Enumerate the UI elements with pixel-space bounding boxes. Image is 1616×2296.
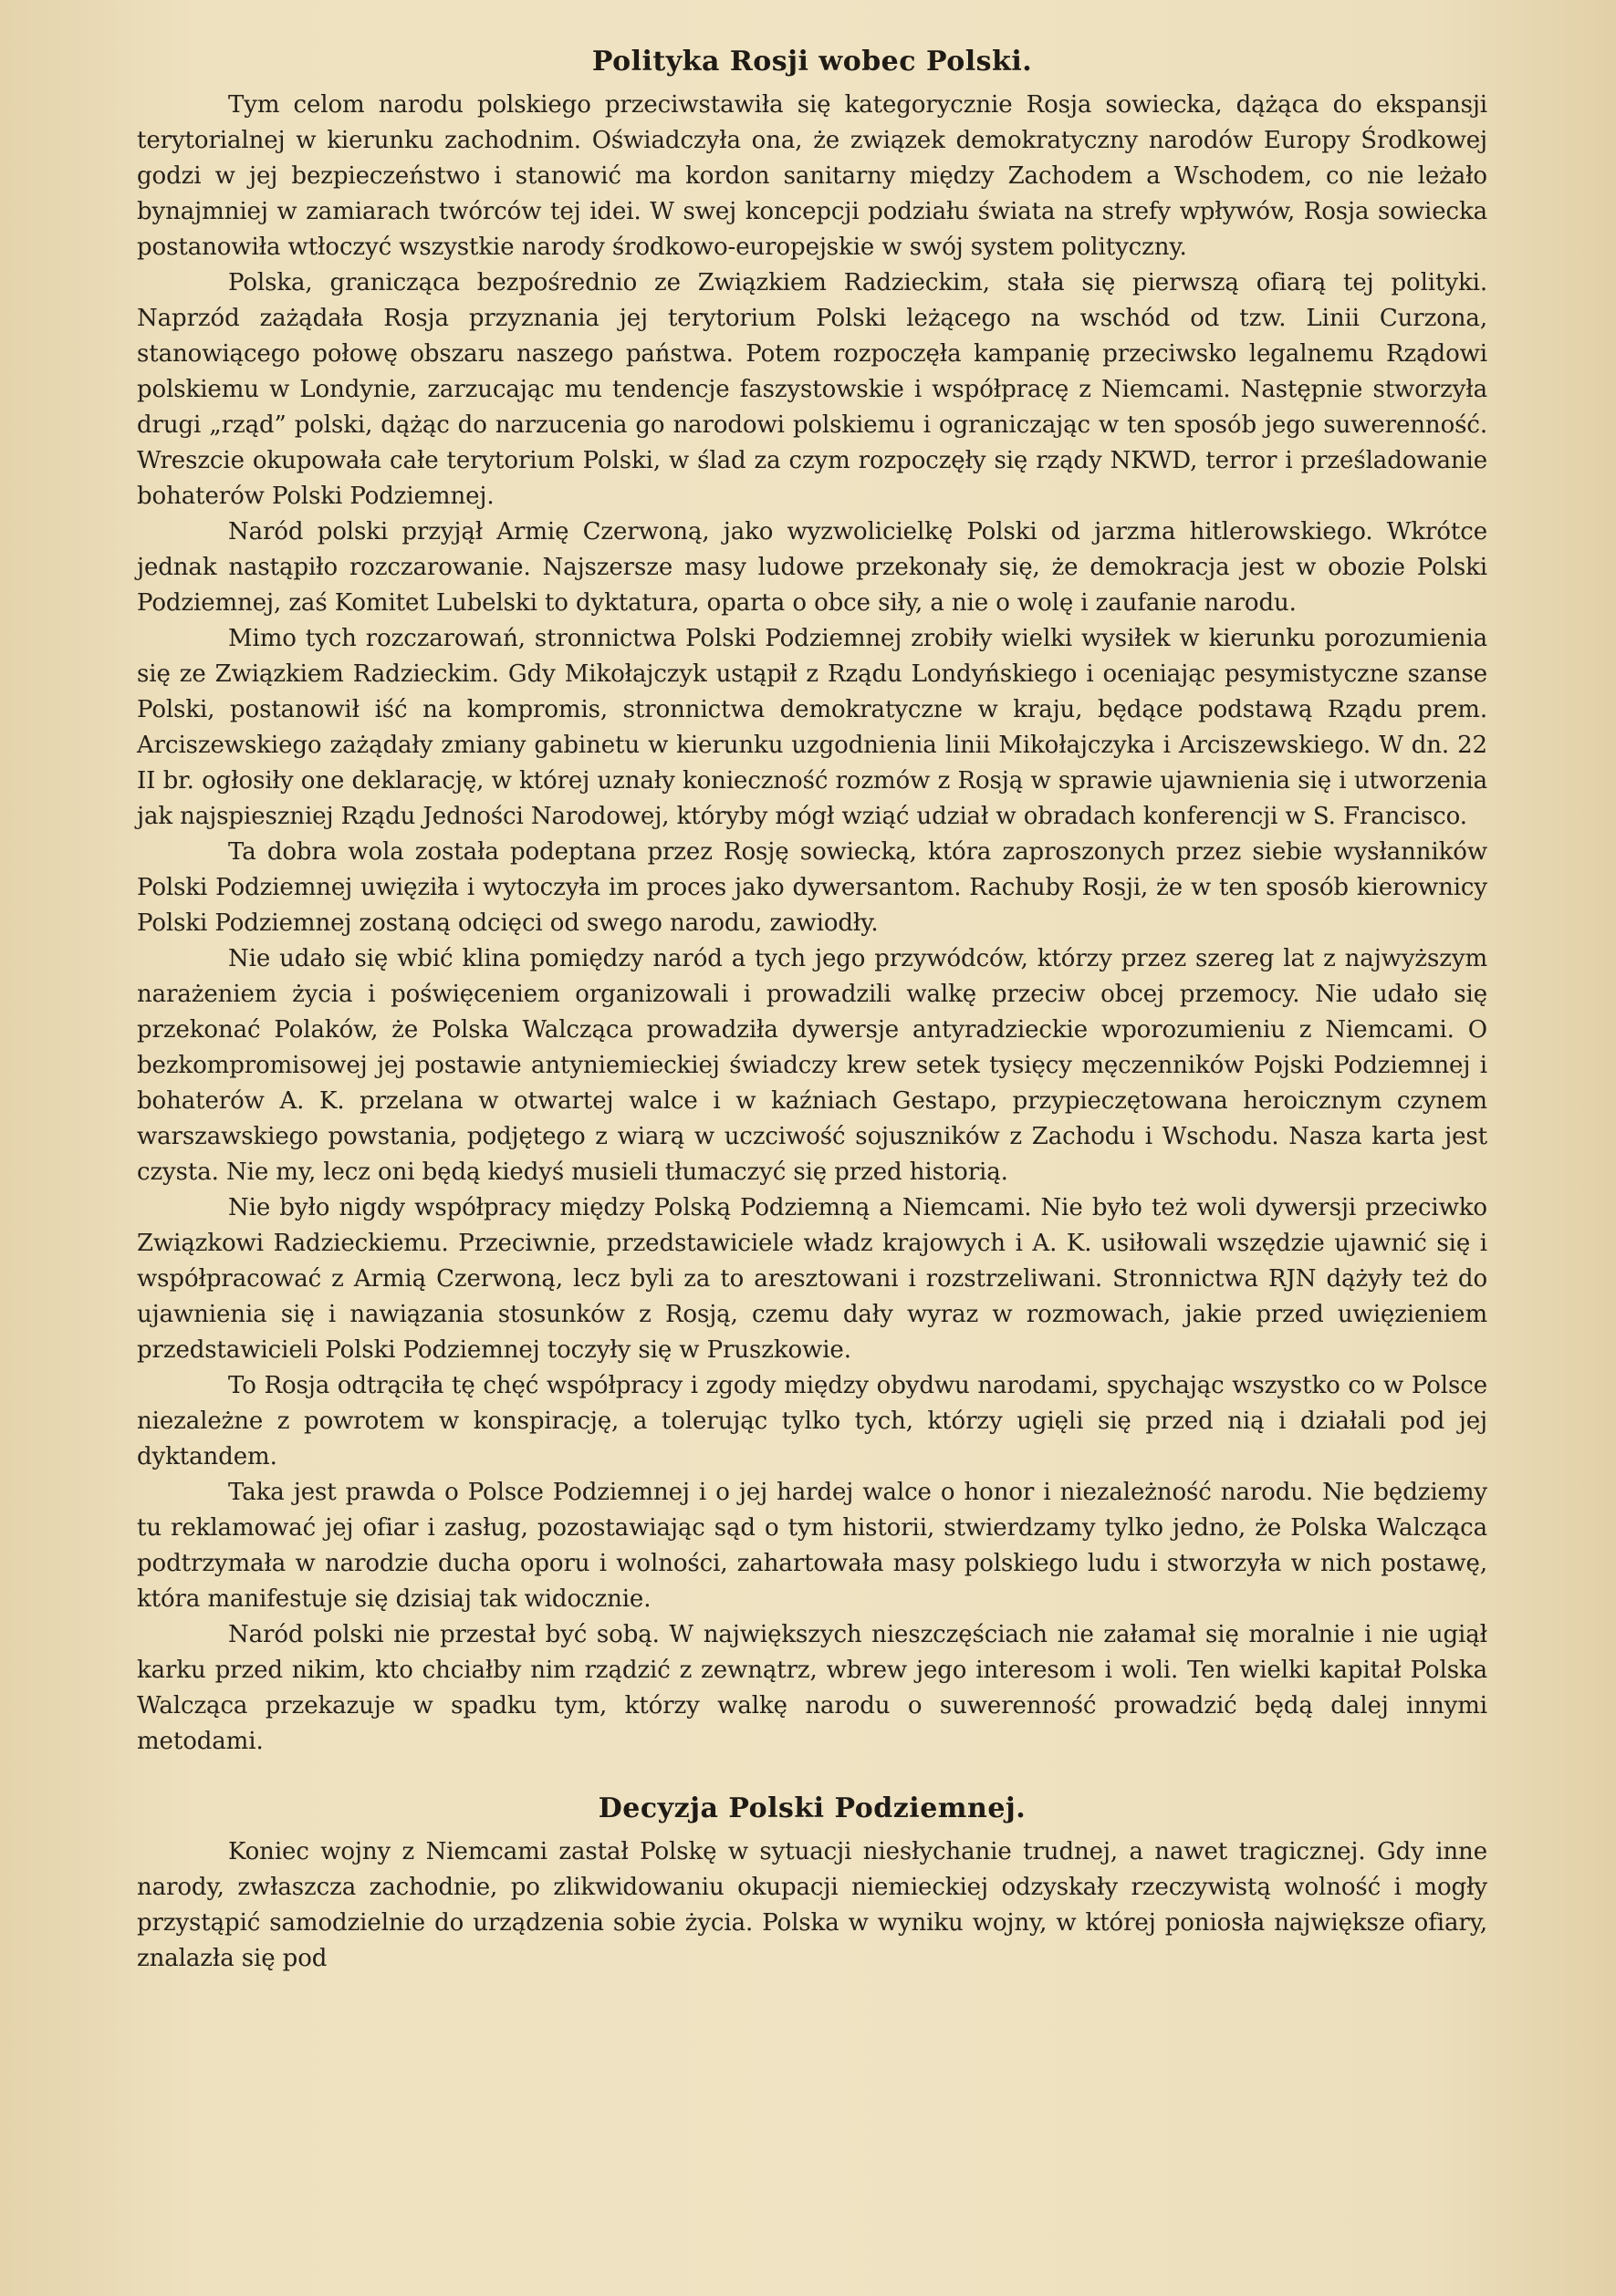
paragraph: Naród polski nie przestał być sobą. W największych nieszczęściach nie załamał się moralnie i nie ugiął karku przed nikim, kto chciałby nim rządzić z zewnątrz, wbrew jego interesom i woli. Ten wielki kapitał Polska Walcząca przekazuje w spadku tym, którzy walkę narodu o suwerenność prowadzić będą dalej innymi metodami. — [137, 1621, 1487, 1755]
paragraph: Koniec wojny z Niemcami zastał Polskę w sytuacji niesłychanie trudnej, a nawet tragicznej. Gdy inne narody, zwłaszcza zachodnie, po zlikwidowaniu okupacji niemieckiej odzyskały rzeczywistą wolność i mogły przystąpić samodzielnie do urządzenia sobie życia. Polska w wyniku wojny, w której poniosła największe ofiary, znalazła się pod — [137, 1838, 1487, 1972]
section-title-polityka: Polityka Rosji wobec Polski. — [591, 46, 1033, 78]
document-body — [137, 44, 1487, 1977]
paragraph: Polska, granicząca bezpośrednio ze Związkiem Radzieckim, stała się pierwszą ofiarą tej polityki. Naprzód zażądała Rosja przyznania jej terytorium Polski leżącego na wschód od tzw. Linii Curzona, stanowiącego połowę obszaru naszego państwa. Potem rozpoczęła kampanię przeciwsko legalnemu Rządowi polskiemu w Londynie, zarzucając mu tendencje faszystowskie i współpracę z Niemcami. Następnie stworzyła drugi „rząd” polski, dążąc do narzucenia go narodowi polskiemu i ograniczając w ten sposób jego suwerenność. Wreszcie okupowała całe terytorium Polski, w ślad za czym rozpoczęły się rządy NKWD, terror i prześladowanie bohaterów Polski Podziemnej. — [137, 269, 1487, 510]
paragraph: Tym celom narodu polskiego przeciwstawiła się kategorycznie Rosja sowiecka, dążąca do ekspansji terytorialnej w kierunku zachodnim. Oświadczyła ona, że związek demokratyczny narodów Europy Środkowej godzi w jej bezpieczeństwo i stanowić ma kordon sanitarny między Zachodem a Wschodem, co nie leżało bynajmniej w zamiarach twórców tej idei. W swej koncepcji podziału świata na strefy wpływów, Rosja sowiecka postanowiła wtłoczyć wszystkie narody środkowo-europejskie w swój system polityczny. — [137, 91, 1487, 261]
paragraph: Nie udało się wbić klina pomiędzy naród a tych jego przywódców, którzy przez szereg lat z najwyższym narażeniem życia i poświęceniem organizowali i prowadzili walkę przeciw obcej przemocy. Nie udało się przekonać Polaków, że Polska Walcząca prowadziła dywersje antyradzieckie wporozumieniu z Niemcami. O bezkompromisowej jej postawie antyniemieckiej świadczy krew setek tysięcy męczenników Pojski Podziemnej i bohaterów A. K. przelana w otwartej walce i w kaźniach Gestapo, przypieczętowana heroicznym czynem warszawskiego powstania, podjętego z wiarą w uczciwość sojuszników z Zachodu i Wschodu. Nasza karta jest czysta. Nie my, lecz oni będą kiedyś musieli tłumaczyć się przed historią. — [137, 945, 1487, 1186]
paragraph: Nie było nigdy współpracy między Polską Podziemną a Niemcami. Nie było też woli dywersji przeciwko Związkowi Radzieckiemu. Przeciwnie, przedstawiciele władz krajowych i A. K. usiłowali wszędzie ujawnić się i współpracować z Armią Czerwoną, lecz byli za to aresztowani i rozstrzeliwani. Stronnictwa RJN dążyły też do ujawnienia się i nawiązania stosunków z Rosją, czemu dały wyraz w rozmowach, jakie przed uwięzieniem przedstawicieli Polski Podziemnej toczyły się w Pruszkowie. — [137, 1194, 1487, 1364]
paragraph: Naród polski przyjął Armię Czerwoną, jako wyzwolicielkę Polski od jarzma hitlerowskiego. Wkrótce jednak nastąpiło rozczarowanie. Najszersze masy ludowe przekonały się, że demokracja jest w obozie Polski Podziemnej, zaś Komitet Lubelski to dyktatura, oparta o obce siły, a nie o wolę i zaufanie narodu. — [137, 518, 1487, 617]
paragraph: Taka jest prawda o Polsce Podziemnej i o jej hardej walce o honor i niezależność narodu. Nie będziemy tu reklamować jej ofiar i zasług, pozostawiając sąd o tym historii, stwierdzamy tylko jedno, że Polska Walcząca podtrzymała w narodzie ducha oporu i wolności, zahartowała masy polskiego ludu i stworzyła w nich postawę, która manifestuje się dzisiaj tak widocznie. — [137, 1479, 1487, 1613]
paragraph: Ta dobra wola została podeptana przez Rosję sowiecką, która zaproszonych przez siebie wysłanników Polski Podziemnej uwięziła i wytoczyła im proces jako dywersantom. Rachuby Rosji, że w ten sposób kierownicy Polski Podziemnej zostaną odcięci od swego narodu, zawiodły. — [137, 838, 1487, 937]
section-title-decyzja: Decyzja Polski Podziemnej. — [598, 1792, 1027, 1824]
paragraph: Mimo tych rozczarowań, stronnictwa Polski Podziemnej zrobiły wielki wysiłek w kierunku porozumienia się ze Związkiem Radzieckim. Gdy Mikołajczyk ustąpił z Rządu Londyńskiego i oceniając pesymistyczne szanse Polski, postanowił iść na kompromis, stronnictwa demokratyczne w kraju, będące podstawą Rządu prem. Arciszewskiego zażądały zmiany gabinetu w kierunku uzgodnienia linii Mikołajczyka i Arciszewskiego. W dn. 22 II br. ogłosiły one deklarację, w której uznały konieczność rozmów z Rosją w sprawie ujawnienia się i utworzenia jak najspieszniej Rządu Jedności Narodowej, któryby mógł wziąć udział w obradach konferencji w S. Francisco. — [137, 625, 1487, 830]
paragraph: To Rosja odtrąciła tę chęć współpracy i zgody między obydwu narodami, spychając wszystko co w Polsce niezależne z powrotem w konspirację, a tolerując tylko tych, którzy ugięli się przed nią i działali pod jej dyktandem. — [137, 1372, 1487, 1470]
